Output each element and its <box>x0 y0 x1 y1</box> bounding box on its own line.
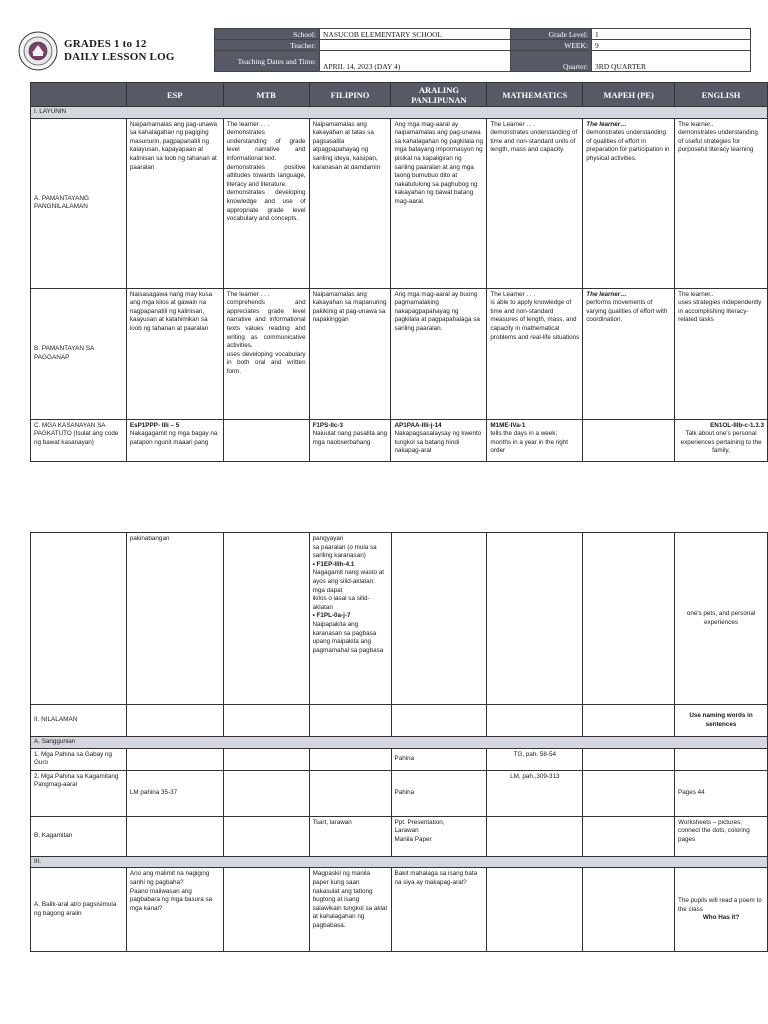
kasanayan-cont-filipino-line: ikilos o iasal sa silid-aklatan <box>312 595 370 611</box>
balik-aral-filipino-line: pagbabasa. <box>312 921 346 929</box>
col-header-english: ENGLISH <box>675 83 768 107</box>
kasanayan-cont-label <box>31 533 127 705</box>
kasanayan-filipino-code: F1PS-IIc-3 <box>312 421 344 429</box>
kagamitan-ap <box>391 816 487 856</box>
pagganap-mapeh-text: performs movements of varying qualities of effort with coordination. <box>586 299 668 324</box>
pangnilalaman-math-line: The Learner . . . <box>490 120 536 128</box>
balik-aral-esp-line: Ano ang malimit na nagiging sanhi ng pagbaha? <box>129 870 210 886</box>
kasanayan-label: C. MGA KASANAYAN SA PAGKATUTO (Isulat ang code ng bawat kasanayan) <box>31 419 127 461</box>
balik-aral-esp-line: Paano maiiwasan ang pagbabara ng mga basura sa mga kanal? <box>129 887 213 912</box>
balik-aral-ap: Bakit mahalaga sa isang bata na siya ay makapag-aral? <box>391 868 487 952</box>
header-info-table <box>214 28 751 72</box>
grade-level-label: Grade Level: <box>511 29 592 40</box>
gabay-guro-esp <box>126 748 223 770</box>
gabay-guro-label: 1. Mga Pahina sa Gabay ng Guro <box>31 748 127 770</box>
gabay-guro-row <box>31 748 768 770</box>
pangnilalaman-mtb-line: demonstrates developing knowledge and use of appropriate grade level vocabulary and concepts. <box>226 189 306 223</box>
kasanayan-esp-code: EsP1PPP- IIIi – 5 <box>129 421 180 429</box>
pangnilalaman-mapeh-text: demonstrates understanding of qualities of effort in preparation for participation in physical activities. <box>586 129 670 162</box>
title-line-1: GRADES 1 to 12 <box>64 38 147 50</box>
kasanayan-filipino <box>309 419 391 461</box>
teaching-dates-value: APRIL 14, 2023 (DAY 4) <box>320 51 511 72</box>
nilalaman-mtb <box>223 705 309 737</box>
kasanayan-esp <box>126 419 223 461</box>
pagganap-mtb-line: The learner . . . <box>226 290 270 298</box>
nilalaman-esp <box>126 705 223 737</box>
kasanayan-cont-filipino-line: sa paaralan (o mula sa sariling karanasan) <box>312 543 377 560</box>
kasanayan-cont-filipino-code: • F1PL-0a-j-7 <box>312 612 351 620</box>
pagganap-english <box>675 288 768 419</box>
kagamitang-ap: Pahina <box>391 770 487 816</box>
kagamitang-esp: LM pahina 35-37 <box>126 770 223 816</box>
kasanayan-cont-mtb <box>223 533 309 705</box>
pangnilalaman-english-line: demonstrates understanding of useful strategies for purposeful literacy learning <box>678 129 758 154</box>
kasanayan-english-code: EN1OL-IIIb-c-1.3.3 <box>710 421 764 429</box>
col-header-mtb: MTB <box>223 83 309 107</box>
grade-level-value: 1 <box>592 29 751 40</box>
teacher-label: Teacher: <box>215 40 320 51</box>
pangnilalaman-mapeh <box>583 118 675 288</box>
gabay-guro-ap: Pahina <box>391 748 487 770</box>
kasanayan-math-text: tells the days in a week; months in a year in the right order <box>490 430 569 455</box>
pangnilalaman-math <box>487 118 583 288</box>
kasanayan-ap-text: Nakapagsasalaysay ng kwento tungkol sa batang hindi nakapag-aral <box>394 430 482 455</box>
school-value: NASUCOB ELEMENTARY SCHOOL <box>320 29 511 40</box>
pangnilalaman-mtb <box>223 118 309 288</box>
nilalaman-filipino <box>309 705 391 737</box>
week-label: WEEK: <box>511 40 592 51</box>
balik-aral-english-line: The pupils will read a poem to the class <box>678 896 762 913</box>
kasanayan-cont-math <box>487 533 583 705</box>
col-header-esp: ESP <box>126 83 223 107</box>
pangnilalaman-mtb-line: The learner . . . <box>226 120 270 128</box>
pagganap-esp: Naisasagawa nang may kusa ang mga kilos at gawain na nagpapanatili ng kalinisan, kaayusan at katahimikan sa loob ng tahanan at paaralan <box>126 288 223 419</box>
gabay-guro-filipino <box>309 748 391 770</box>
corner-header <box>31 83 127 107</box>
nilalaman-label: II. NILALAMAN <box>31 705 127 737</box>
nilalaman-mapeh <box>583 705 675 737</box>
nilalaman-math <box>487 705 583 737</box>
teacher-value <box>320 40 511 51</box>
kasanayan-cont-esp: pakinabangan <box>126 533 223 705</box>
balik-aral-english-poem-title: Who Has it? <box>702 914 740 922</box>
kagamitan-label: B. Kagamitan <box>31 816 127 856</box>
pagganap-mtb <box>223 288 309 419</box>
gabay-guro-english <box>675 748 768 770</box>
sanggunian-row <box>31 737 768 749</box>
kasanayan-cont-filipino <box>309 533 391 705</box>
kagamitan-esp <box>126 816 223 856</box>
kagamitan-mtb <box>223 816 309 856</box>
kasanayan-ap <box>391 419 487 461</box>
iii-label: III. <box>31 856 768 868</box>
kasanayan-esp-text: Nakagagamit ng mga bagay na patapon ngunit maaari pang <box>129 430 218 446</box>
kagamitang-mtb <box>223 770 309 816</box>
layunin-label: I. LAYUNIN <box>31 107 768 119</box>
quarter-value: 3RD QUARTER <box>592 51 751 72</box>
balik-aral-row <box>31 868 768 952</box>
kasanayan-row <box>31 419 768 461</box>
nilalaman-ap <box>391 705 487 737</box>
pagganap-filipino: Naipamamalas ang kakayahan sa mapanuring pakikinig at pag-unawa sa napakinggan <box>309 288 391 419</box>
gabay-guro-mtb <box>223 748 309 770</box>
pagganap-mapeh <box>583 288 675 419</box>
deped-seal-icon <box>18 31 58 71</box>
pagganap-math-line: The Learner . . . <box>490 290 536 298</box>
nilalaman-row <box>31 705 768 737</box>
kasanayan-filipino-text: Naiuulat nang pasalita ang mga naobserbahang <box>312 430 388 446</box>
pagganap-math-line: is able to apply knowledge of time and non-standard measures of length, mass, and capacity in mathematical problems and real-life situations <box>490 299 580 341</box>
balik-aral-esp <box>126 868 223 952</box>
kagamitang-math: LM, pah.,309-313 <box>487 770 583 816</box>
pangnilalaman-mtb-line: demonstrates positive attitudes towards language, literacy and literature. <box>226 163 306 188</box>
pangnilalaman-mtb-line: demonstrates understanding of grade level narrative and informational text. <box>226 129 306 162</box>
pagganap-mtb-line: uses developing vocabulary in both oral and written form. <box>226 350 306 375</box>
pangnilalaman-esp: Naipamamalas ang pag-unawa sa kahalagahan ng pagiging masunurin, pagpapanatili ng kalayusan, kapayapaan at kalinisan sa loob ng tahanan at paaralan <box>126 118 223 288</box>
col-header-araling-panlipunan: ARALING PANLIPUNAN <box>391 83 487 107</box>
kasanayan-continued-row <box>31 533 768 705</box>
quarter-label: Quarter: <box>511 51 592 72</box>
kasanayan-cont-filipino-line: pangyayari <box>312 535 344 542</box>
pangnilalaman-english <box>675 118 768 288</box>
pagganap-mapeh-lead: The learner… <box>586 290 627 298</box>
pagganap-mtb-line: comprehends and appreciates grade level narrative and informational texts values reading and writing as communicative activities. <box>226 299 306 350</box>
kagamitang-english: Pages 44 <box>675 770 768 816</box>
teaching-dates-label: Teaching Dates and Time: <box>215 51 320 72</box>
nilalaman-english: Use naming words in sentences <box>675 705 768 737</box>
kasanayan-cont-ap <box>391 533 487 705</box>
balik-aral-mtb <box>223 868 309 952</box>
pagganap-english-line: uses strategies independently in accomplishing literacy-related tasks <box>678 299 762 324</box>
pangnilalaman-math-line: demonstrates understanding of time and non-standard units of length, mass and capacity. <box>490 129 578 154</box>
balik-aral-english <box>675 868 768 952</box>
kagamitang-filipino <box>309 770 391 816</box>
kasanayan-math <box>487 419 583 461</box>
kasanayan-english-text: Talk about one's personal experiences pertaining to the family, <box>680 430 762 455</box>
kasanayan-mtb <box>223 419 309 461</box>
kasanayan-cont-english: one's pets, and personal experiences <box>675 533 768 705</box>
kagamitan-filipino: Tsart, larawan <box>309 816 391 856</box>
balik-aral-filipino <box>309 868 391 952</box>
log-title <box>64 38 175 64</box>
iii-row <box>31 856 768 868</box>
school-label: School: <box>215 29 320 40</box>
kasanayan-english <box>675 419 768 461</box>
lesson-log-table-page-1 <box>30 82 768 462</box>
lesson-log-table-page-2 <box>30 532 768 952</box>
kasanayan-cont-mapeh <box>583 533 675 705</box>
kagamitang-pangmag-aaral-row <box>31 770 768 816</box>
pangnilalaman-filipino: Naipamamalas ang kakayahan at tatas sa pagsasalita atpagpapahayag ng sariling ideya, kaisipan, karanasan at damdamin <box>309 118 391 288</box>
balik-aral-filipino-line: Magpaskil ng manila paper kung saan nakasulat ang tatlong bugtong at isang salawikain tungkol sa aklat at kahalagahan ng <box>312 870 388 921</box>
kasanayan-cont-filipino-code: • F1EP-IIIh-4.1 <box>312 560 355 568</box>
kasanayan-cont-filipino-line: Nagagamit nang wasto at ayos ang silid-aklatan: mga dapat <box>312 569 385 594</box>
week-value: 9 <box>592 40 751 51</box>
balik-aral-label: A. Balik-aral at/o pagsisimula ng bagong aralin <box>31 868 127 952</box>
balik-aral-math <box>487 868 583 952</box>
kagamitan-math <box>487 816 583 856</box>
sanggunian-label: A. Sanggunian <box>31 737 768 749</box>
kasanayan-mapeh <box>583 419 675 461</box>
pamantayan-sa-pagganap-label: B. PAMANTAYAN SA PAGGANAP <box>31 288 127 419</box>
title-line-2: DAILY LESSON LOG <box>64 51 175 63</box>
pagganap-ap: Ang mga mag-aaral ay buong pagmamalaking nakapagpapahayag ng pagkilala at pagpapahalaga sa sariling paaralan. <box>391 288 487 419</box>
gabay-guro-mapeh <box>583 748 675 770</box>
pamantayang-pangnilalaman-label: A. PAMANTAYANG PANGNILALAMAN <box>31 118 127 288</box>
kasanayan-ap-code: AP1PAA-IIIi-j-14 <box>394 421 442 429</box>
column-header-row <box>31 83 768 107</box>
kagamitan-row <box>31 816 768 856</box>
kagamitan-english: Worksheets – pictures, connect the dots, coloring pages <box>675 816 768 856</box>
balik-aral-mapeh <box>583 868 675 952</box>
pagganap-english-line: The learner.. <box>678 290 714 298</box>
kagamitan-ap-line: Manila Paper <box>394 835 432 843</box>
kagamitan-ap-line: Ppt. Presentation, <box>394 818 445 826</box>
pamantayang-pangnilalaman-row <box>31 118 768 288</box>
pangnilalaman-mapeh-lead: The learner… <box>586 120 627 128</box>
pangnilalaman-english-line: The learner.. <box>678 120 714 128</box>
col-header-mathematics: MATHEMATICS <box>487 83 583 107</box>
kasanayan-cont-filipino-line: Naipapakita ang karanasan sa pagbasa upang maipakita ang pagmamahal sa pagbasa <box>312 620 384 654</box>
kagamitang-mapeh <box>583 770 675 816</box>
kasanayan-math-code: M1ME-IVa-1 <box>490 421 526 429</box>
kagamitan-mapeh <box>583 816 675 856</box>
lesson-log-header <box>16 28 768 76</box>
gabay-guro-math: TG, pah. 58-54 <box>487 748 583 770</box>
pamantayan-sa-pagganap-row <box>31 288 768 419</box>
col-header-mapeh: MAPEH (PE) <box>583 83 675 107</box>
layunin-row <box>31 107 768 119</box>
kagamitang-pangmag-aaral-label: 2. Mga Pahina sa Kagamitang Pangmag-aaral <box>31 770 127 816</box>
pagganap-math <box>487 288 583 419</box>
kagamitan-ap-line: Larawan <box>394 827 419 835</box>
pangnilalaman-ap: Ang mga mag-aaral ay naipamamalas ang pag-unawa sa kahalagahan ng pagkilala ng mga batayang impormasyon ng pisikal na kapaligiran ng sariling paaralan at ang mga taong bumubuo dito at nakatutulong sa paghubog ng kakayahan ng bawat batang mag-aaral. <box>391 118 487 288</box>
col-header-filipino: FILIPINO <box>309 83 391 107</box>
